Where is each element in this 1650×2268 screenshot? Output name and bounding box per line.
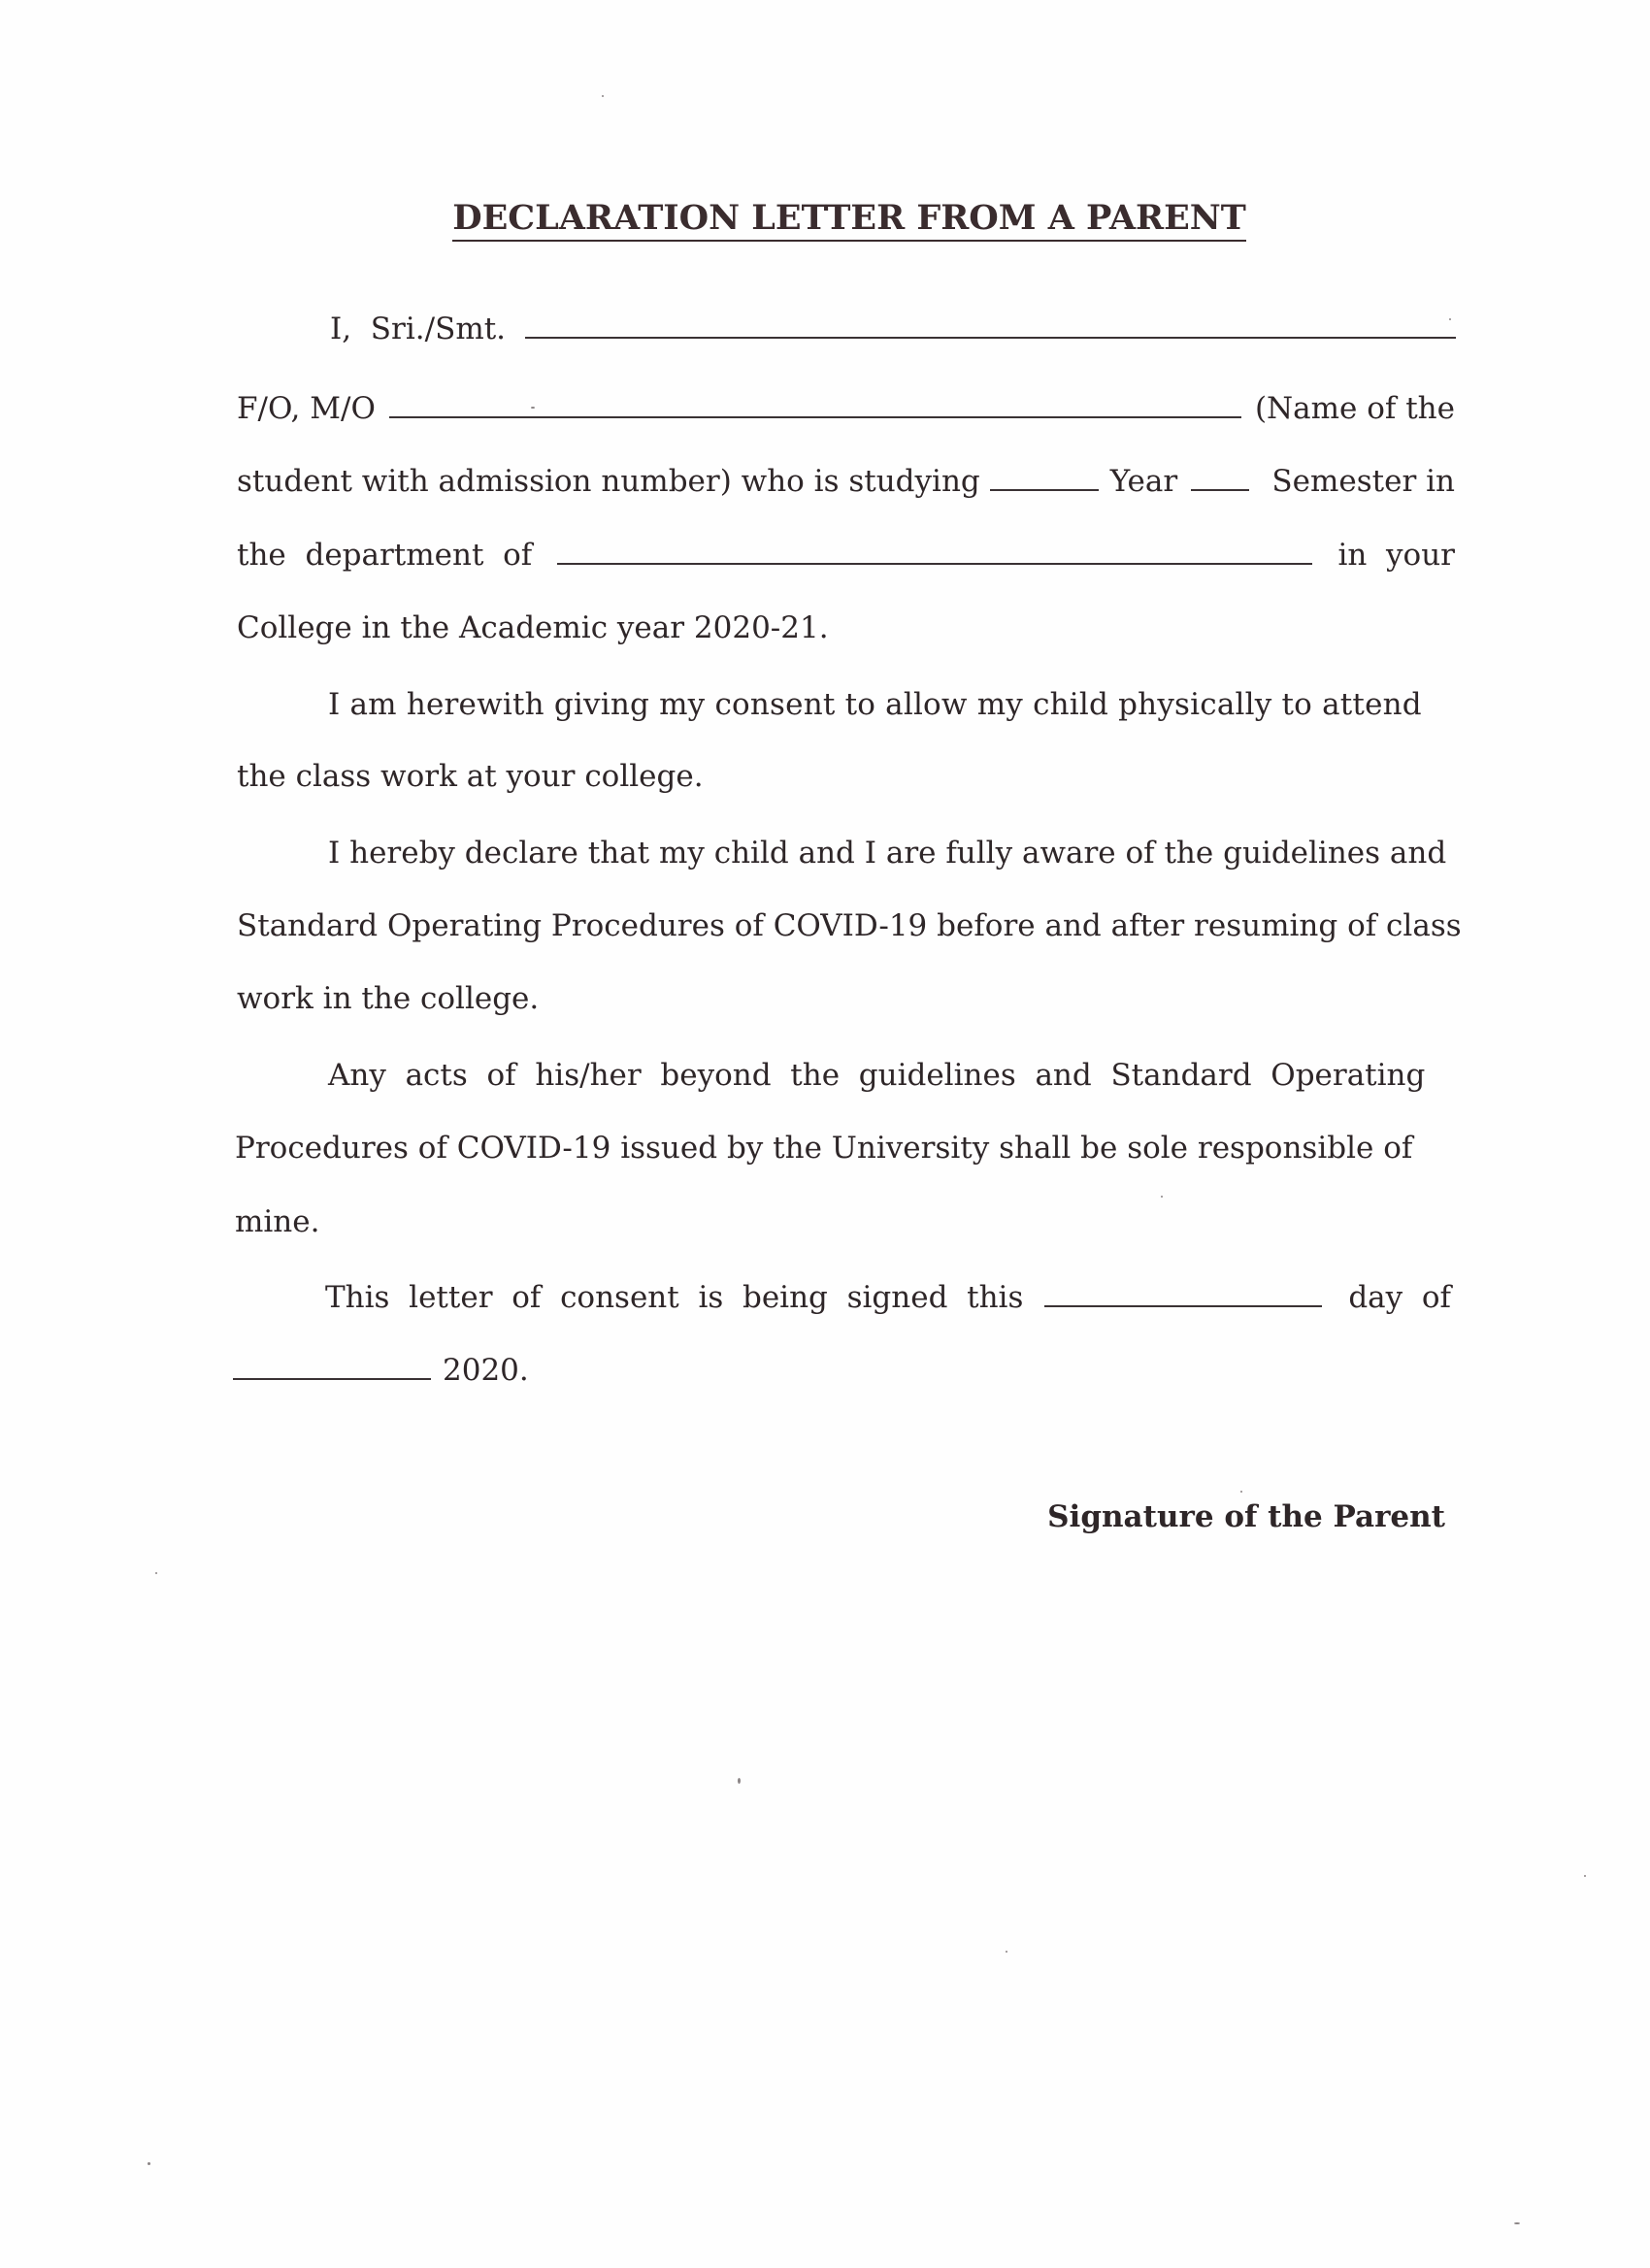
line-student-name — [237, 386, 1455, 431]
line-procedures — [235, 1126, 1455, 1170]
department-label: the department of — [237, 538, 533, 573]
year-blank[interactable] — [990, 460, 1099, 491]
day-of-text: day of — [1348, 1280, 1451, 1315]
scan-speck — [1584, 1875, 1586, 1877]
name-of-the-text: (Name of the — [1254, 391, 1455, 426]
acts-text: Any acts of his/her beyond the guidelines and Standard Operating — [328, 1058, 1426, 1093]
mine-text: mine. — [235, 1204, 320, 1239]
scan-speck — [1006, 1951, 1007, 1953]
document-title — [0, 198, 1650, 238]
semester-in-text: Semester in — [1271, 464, 1455, 499]
line-department — [237, 533, 1455, 577]
work-in-college-text: work in the college. — [237, 981, 540, 1016]
scan-speck — [155, 1572, 157, 1574]
scan-speck — [602, 95, 604, 97]
line-sop — [237, 904, 1462, 948]
signed-this-text: This letter of consent is being signed this — [325, 1280, 1024, 1315]
scan-speck — [1514, 2222, 1520, 2224]
parent-name-label: I, Sri./Smt. — [330, 312, 507, 346]
year-2020-text: 2020. — [443, 1353, 529, 1388]
parent-name-blank[interactable] — [525, 308, 1456, 339]
scan-speck — [1161, 1196, 1163, 1198]
scan-speck — [1449, 318, 1451, 320]
line-consent — [328, 682, 1456, 727]
procedures-text: Procedures of COVID-19 issued by the University shall be sole responsible of — [235, 1131, 1413, 1166]
line-year-semester — [237, 459, 1455, 504]
scan-speck — [738, 1778, 741, 1784]
year-label: Year — [1109, 464, 1178, 499]
line-parent-name — [330, 307, 1456, 351]
semester-blank[interactable] — [1191, 460, 1249, 491]
line-acts — [328, 1053, 1456, 1098]
month-blank[interactable] — [233, 1349, 431, 1380]
line-mine — [235, 1200, 1453, 1244]
line-signed-this — [325, 1275, 1451, 1320]
line-class-work — [237, 754, 1455, 799]
admission-number-text: student with admission number) who is studying — [237, 464, 980, 499]
department-blank[interactable] — [557, 534, 1312, 565]
class-work-text: the class work at your college. — [237, 759, 704, 794]
line-work-in-college — [237, 976, 1455, 1021]
scan-speck — [148, 2162, 150, 2165]
sop-text: Standard Operating Procedures of COVID-19 before and after resuming of class — [237, 908, 1462, 943]
line-month-year — [233, 1348, 1451, 1393]
document-title-text: DECLARATION LETTER FROM A PARENT — [452, 198, 1246, 242]
declare-text: I hereby declare that my child and I are fully aware of the guidelines and — [328, 836, 1447, 871]
fo-mo-label: F/O, M/O — [237, 391, 376, 426]
consent-text: I am herewith giving my consent to allow my child physically to attend — [328, 687, 1422, 722]
in-your-text: in your — [1337, 538, 1455, 573]
scan-speck — [1240, 1491, 1242, 1493]
scan-speck — [531, 407, 535, 409]
student-name-blank[interactable] — [389, 387, 1241, 418]
line-academic-year — [237, 606, 1455, 650]
day-blank[interactable] — [1044, 1276, 1322, 1307]
line-declare — [328, 831, 1456, 875]
signature-label: Signature of the Parent — [1047, 1499, 1445, 1534]
academic-year-text: College in the Academic year 2020-21. — [237, 610, 829, 645]
